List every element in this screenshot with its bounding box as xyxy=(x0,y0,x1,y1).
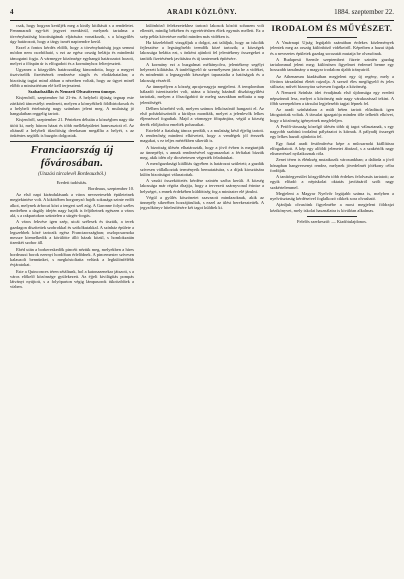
page-number: 4 xyxy=(10,8,14,16)
paragraph: A Nemzeti Színház idei évadjának első újdonsága egy eredeti népszínmű lesz, melyet a közönség már nagy várakozással tekint. A főbb szerepekben a társulat legjelesebb tagjai lépnek fel. xyxy=(270,90,394,106)
footer-note: Felelős szerkesztő: — Kiadótulajdonos. xyxy=(297,218,367,224)
masthead: ARADI KÖZLÖNY. xyxy=(167,8,237,16)
paragraph: A mezőgazdasági kiállítás ügyében is határozat született; a gazdák szívesen vállalkoztak terményeik bemutatására, s a díjak kiosztására külön bizottságot választottak. xyxy=(140,161,264,177)
paragraph: Az első napi kirándulásunk a város nevezetesebb épületeinek megtekintése volt. A kikötőben horgonyzó hajók sokasága szinte erdőt alkot, melynek árbocai közt a tengeri szél zúg. A Garonne folyó széles medrében a dagály idején nagy hajók is feljöhetnek egészen a város alá, s a rakpartokon szüntelen a sürgés-forgás. xyxy=(10,192,134,218)
paragraph: Megjelent a Magyar Nyelvőr legújabb száma is, melyben a nyelvtisztaság kérdéseivel foglalkozó cikkek sora olvasható. xyxy=(270,190,394,201)
paragraph: A Budapesti Szemle szeptemberi füzete szintén gazdag tartalommal jelent meg; különösen figyelmet érdemel benne egy hosszabb tanulmány a magyar irodalom újabb irányairól. xyxy=(270,56,394,73)
columns xyxy=(10,23,394,572)
paragraph: A város fekvése igen szép, utcái szélesek és tiszták, a terek gazdagon díszítettek szobrokkal és szökőkutakkal. A színház épülete a legszebbek közé tartozik egész Franciaországban; oszlopcsarnoka messze kiemelkedik a körülötte álló házak közül, s homlokzatán tizenkét szobor áll. xyxy=(10,219,134,246)
column-3 xyxy=(270,23,394,572)
newspaper-page xyxy=(10,6,394,572)
paragraph: Egy fiatal aradi festőművész képe a műcsarnoki kiállításra elfogadtatott. A kép egy alföldi jelenetet ábrázol, s a szakértők nagy elismeréssel nyilatkoznak róla. xyxy=(270,140,394,156)
divider xyxy=(10,141,134,142)
paragraph: Kisjenőről, szeptember 21. Pénteken délután a községben nagy tűz ütött ki, mely három házat és több melléképületet hamvasztott el. Az oltásnál a helybeli tűzoltóság derekasan megállta a helyét, s az önkéntes segítők is buzgón dolgoztak. xyxy=(10,117,134,138)
paragraph: Az Athenaeum kiadásában megjelent egy új regény, mely a főváros társadalmi életét rajzolja. A szerző éles megfigyelő és jeles stiliszta; művét bizonyára szívesen fogadja a közönség. xyxy=(270,73,394,89)
paragraph: A kormány ezt a buzgalmat méltányolva, jelentékeny segélyt helyezett kilátásba. A tanfelügyelő úr személyesen járta be a vidéket, és mindenütt a legnagyobb készséget tapasztalta a hatóságok és a lakosság részéről. xyxy=(140,61,264,83)
paragraph: Estefelé a fiatalság táncra perdült, s a mulatság késő éjjelig tartott. A rendezőség mindent elkövetett, hogy a vendégek jól érezzék magukat, s ez teljes mértékben sikerült is. xyxy=(140,127,264,144)
paragraph: Kisjenőről, szeptember hó 21-én. A helybeli ifjúság tegnap este zártkörű táncestélyt rendezett, melyen a környékbeli földbirtokosok és a helybeli értelmiség nagy számban jelent meg. A mulatság jó hangulatban reggelig tartott. xyxy=(10,95,134,116)
paragraph: A Petőfi-társaság közelgő ülésén több új tagot választanak, s egy nagyobb szabású irodalmi pályázatot is kiírnak. A pályadíj összegét egy lelkes hazafi ajánlotta fel. xyxy=(270,123,394,140)
subheading: Szabadszállás és Nemzeti Olvasóterem ünnepe. xyxy=(28,89,116,94)
paragraph: A Vasárnapi Ujság legújabb számában érdekes közlemények jelentek meg az ország különböző vidékeiről. Képeiben a hazai tájak és a nevezetes épületek gazdag sorozatát mutatja be olvasóinak. xyxy=(270,40,394,56)
paragraph: Délben közebéd volt, melyen számos felköszöntő hangzott el. Az első pohárköszöntőt a királyra mondták, melyet a jelenlevők lelkes éljenzéssel fogadtak. Majd a vármegye főispánjára, végül a község derék elöljáróira emelték poharaikat. xyxy=(140,105,264,127)
paragraph: Ha közelebbről vizsgáljuk a dolgot, azt találjuk, hogy az iskolák fejlesztése a legsürgősebb teendők közé tartozik; a községek lakossága belátta ezt, s önként ajánlott fel jelentékeny összegeket a tanítók fizetésének javítására és új tantermek építésére. xyxy=(140,39,264,61)
paragraph: A vasúti összeköttetés kérdése szintén szóba került. A község lakossága már régóta óhajtja, hogy a tervezett szárnyvonal érintse a helységet, s ennek érdekében küldöttség fog a miniszter elé járulni. xyxy=(140,178,264,194)
paragraph: Végül a gyűlés köszönetet szavazott mindazoknak, akik az ünnepély sikeréhez hozzájárultak, s ezzel az ülést berekesztették. A jegyzőkönyv hitelesítésére két tagot küldtek ki. xyxy=(140,194,264,211)
divider xyxy=(307,216,357,217)
paragraph: Ajánljuk olvasóink figyelmébe a most megjelent földrajzi kézikönyvet, mely iskolai használatra is kiválóan alkalmas. xyxy=(270,202,394,213)
section-title: IRODALOM ÉS MŰVÉSZET. xyxy=(271,23,393,33)
column-2 xyxy=(140,23,264,572)
paragraph: csak, hogy hogyan kerüljék meg a király kitiltását s a rendeletet. Fennmaradt egy-két jegyzet ezenkívül, melynek tartalma a törvényhatóság bizottságának eljárására vonatkozik, s a közgyűlés úgy határozott, hogy a tárgy ismét napirendre kerül. xyxy=(10,23,134,44)
feuilleton-title: Franciaország új fővárosában. xyxy=(30,144,114,170)
paragraph: Az aradi színházban a múlt héten tartott előadások igen látogatottak voltak. A társulat igazgatója minden tőle telhetőt elkövet, hogy a közönség igényeinek megfeleljen. xyxy=(270,107,394,123)
issue-date: 1884. szeptember 22. xyxy=(334,8,394,16)
paragraph: különböző felekezetekhez tartozó lakosok között sohasem volt ellentét, mindig békében és egyetértésben éltek egymás mellett. Ez a szép példa követésre méltó minden más vidéken is. xyxy=(140,23,264,39)
paragraph: Az ünnepélyen a község apraja-nagyja megjelent. A templomban hálaadó istentisztelet volt, utána a község házánál díszközgyűlést tartottak, melyen a főszolgabíró úr meleg szavakban méltatta a nap jelentőségét. xyxy=(140,83,264,105)
paragraph: Ugyanez a közgyűlés határozatilag kimondotta, hogy a megyei tisztviselők fizetésének rendezése sürgős és elodázhatatlan; a bizottság tagjai mind abban a nézetben voltak, hogy az ügyet minél előbb a minisztérium elé kell terjeszteni. xyxy=(10,67,134,88)
feuilleton-credit: Eredeti tudósítás. xyxy=(56,179,88,185)
column-1 xyxy=(10,23,134,572)
paragraph: Ebéd után a borkereskedők pincéit néztük meg, melyekben a híres bordeauxi borok ezernyi hordóban érlelődnek. A pincemester szívesen kalauzolt bennünket, s megkóstoltatta velünk a legkülönfélébb évjáratokat. xyxy=(10,246,134,268)
paragraph: Este a Quinconces téren sétáltunk, hol a katonazenekar játszott, s a város előkelő közönsége gyülekezett. Az éjjeli kivilágítás pompás látványt nyújtott, s a folyóparton végig lámpasorok tükröződtek a vízben. xyxy=(10,268,134,290)
feuilleton-place: Bordeaux, szeptember 10. xyxy=(88,185,134,191)
feuilleton-subtitle: (Utazási tárcalevél Bordeauxból.) xyxy=(38,172,106,178)
divider xyxy=(307,37,357,38)
paragraph: Zenei téren is élénkség mutatkozik városunkban; a dalárda a jövő hónapban hangversenyt rendez, melynek jövedelmét jótékony célra fordítják. xyxy=(270,157,394,173)
page-header xyxy=(10,6,394,21)
paragraph: Ezzel a fontos kérdés eldőlt, hogy a törvényhatóság joga semmi módon nem csorbítható, s ezt az egész ország belátja és mindenki támogatni fogja. A vármegye közönsége egyhangú határozatot hozott, melyet a főispán úr is elfogadott és a kormányhoz felterjesztett. xyxy=(10,45,134,66)
paragraph: A tanítóegyesület közgyűlésén több érdekes felolvasás tartatott; az egyik előadó a népiskolai oktatás javításáról szólt nagy szakértelemmel. xyxy=(270,174,394,190)
paragraph: A bizottság ülésén elhatározták, hogy a jövő évben is megtartják az ünnepélyt, s annak rendezésével ugyanazokat a férfiakat bízzák meg, akik idén oly dicséretesen végezték feladatukat. xyxy=(140,144,264,160)
